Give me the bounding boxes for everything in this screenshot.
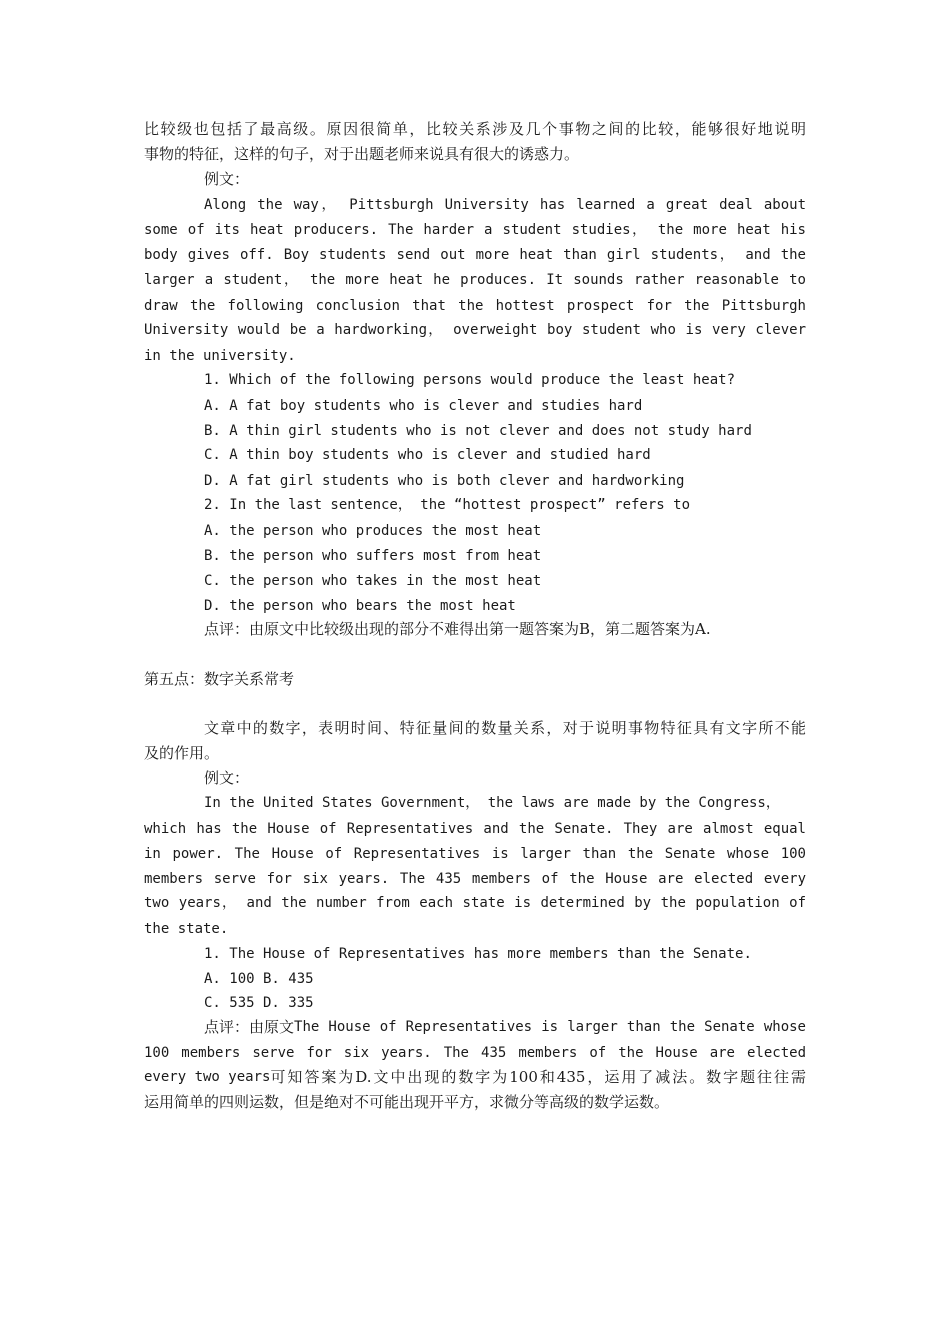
option-a: A. the person who produces the most heat [204, 523, 542, 539]
option-c: C. A thin boy students who is clever and studied hard [204, 447, 651, 463]
passage-line: larger a student， the more heat he produces. It sounds rather reasonable to [144, 272, 806, 288]
passage-line: In the United States Government， the laws are made by the Congress， [204, 795, 780, 811]
passage-line: in power. The House of Representatives is larger than the Senate whose 100 [144, 846, 806, 862]
section-heading: 第五点：数字关系常考 [144, 670, 295, 688]
comment-prefix: 点评：由原文 [204, 1018, 295, 1036]
question-1-stem: 1. The House of Representatives has more members than the Senate. [204, 946, 752, 962]
passage-line: University would be a hardworking， overweight boy student who is very clever [144, 322, 806, 338]
passage-line: two years， and the number from each state is determined by the population of [144, 895, 806, 911]
comment-quote: The House of Representatives is larger than the Senate whose [294, 1019, 806, 1035]
comment-2-line-2: 100 members serve for six years. The 435 members of the House are elected [144, 1045, 806, 1061]
question-2-stem: 2. In the last sentence， the “hottest prospect” refers to [204, 497, 691, 513]
example-label: 例文： [204, 170, 250, 188]
passage-line: which has the House of Representatives and the Senate. They are almost equal [144, 821, 806, 837]
comment-quote-end: every two years [144, 1069, 271, 1085]
passage-line: draw the following conclusion that the hottest prospect for the Pittsburgh [144, 298, 806, 314]
comment-2-line-3 [144, 1067, 806, 1087]
comment-explanation: 可知答案为D.文中出现的数字为100和435，运用了减法。数字题往往需 [270, 1068, 806, 1086]
option-d: D. the person who bears the most heat [204, 598, 516, 614]
comment-2-line-1 [204, 1017, 806, 1037]
passage-line: in the university. [144, 348, 296, 364]
section-paragraph-line-1: 文章中的数字，表明时间、特征量间的数量关系，对于说明事物特征具有文字所不能 [204, 719, 806, 737]
option-a: A. A fat boy students who is clever and studies hard [204, 398, 643, 414]
options-cd: C. 535 D. 335 [204, 995, 314, 1011]
passage-line: members serve for six years. The 435 members of the House are elected every [144, 871, 806, 887]
option-c: C. the person who takes in the most heat [204, 573, 542, 589]
intro-line-2: 事物的特征，这样的句子，对于出题老师来说具有很大的诱惑力。 [144, 145, 580, 163]
passage-line: the state. [144, 921, 229, 937]
passage-line: some of its heat producers. The harder a student studies， the more heat his [144, 222, 806, 238]
option-d: D. A fat girl students who is both clever and hardworking [204, 473, 685, 489]
intro-line-1: 比较级也包括了最高级。原因很简单，比较关系涉及几个事物之间的比较，能够很好地说明 [144, 120, 806, 138]
question-1-stem: 1. Which of the following persons would produce the least heat? [204, 372, 736, 388]
section-paragraph-line-2: 及的作用。 [144, 744, 220, 762]
comment-1: 点评：由原文中比较级出现的部分不难得出第一题答案为B，第二题答案为A. [204, 620, 711, 638]
option-b: B. the person who suffers most from heat [204, 548, 542, 564]
passage-line: Along the way， Pittsburgh University has learned a great deal about [204, 197, 806, 213]
comment-2-line-4: 运用简单的四则运数，但是绝对不可能出现开平方，求微分等高级的数学运数。 [144, 1093, 670, 1111]
passage-line: body gives off. Boy students send out more heat than girl students， and the [144, 247, 806, 263]
example-label: 例文： [204, 769, 250, 787]
option-b: B. A thin girl students who is not clever and does not study hard [204, 423, 752, 439]
options-ab: A. 100 B. 435 [204, 971, 314, 987]
